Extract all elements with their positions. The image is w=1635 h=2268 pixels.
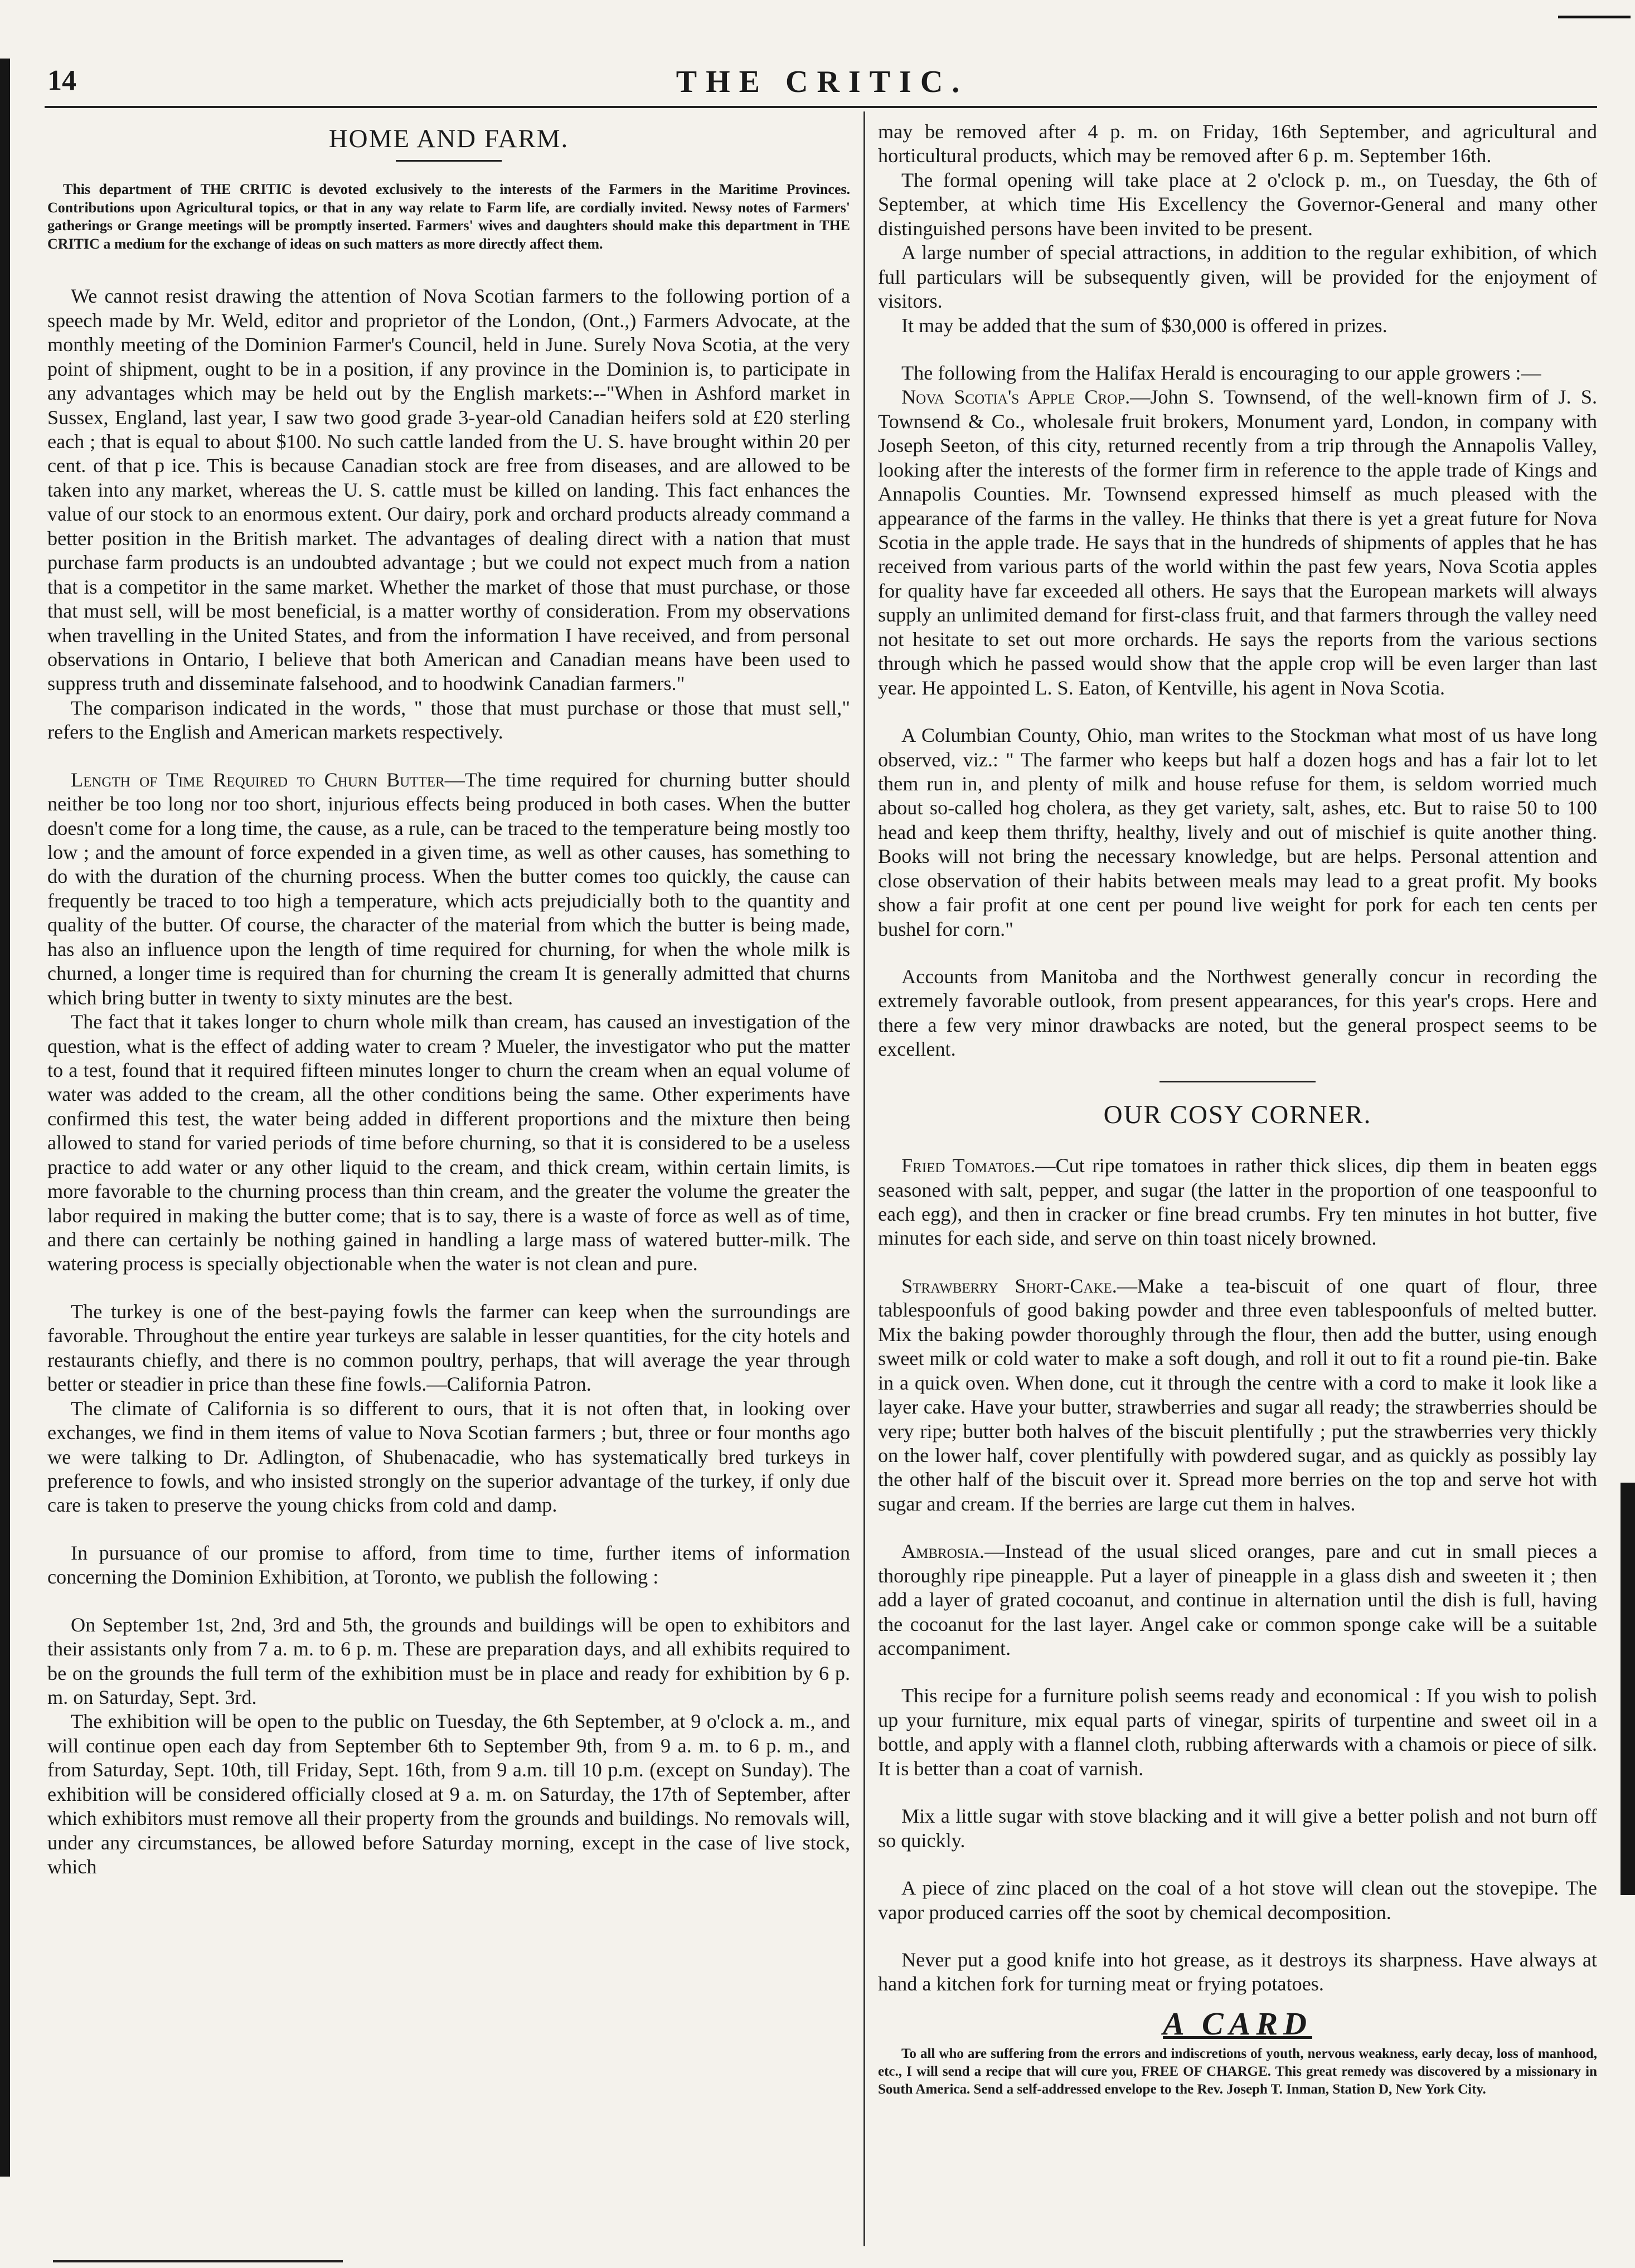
left-column xyxy=(47,120,850,1880)
article-paragraph: On September 1st, 2nd, 3rd and 5th, the grounds and buildings will be open to exhibitors and their assistants only from 7 a. m. to 6 p. m. These are preparation days, and all exhibits required to be on the grounds the full term of the exhibition must be in place and ready for exhibition by 6 p. m. on Saturday, Sept. 3rd. xyxy=(47,1613,850,1709)
page-edge-shadow-right xyxy=(1621,1483,1635,1895)
department-note: This department of THE CRITIC is devoted exclusively to the interests of the Farmers in the Maritime Provinces. Contributions upon Agricultural topics, or that in any way relate to Farm life, are cordially invited. Newsy notes of Farmers' gatherings or Grange meetings will be promptly inserted. Farmers' wives and daughters should make this department in THE CRITIC a medium for the exchange of ideas on such matters as more directly affect them. xyxy=(47,181,850,252)
article-paragraph: A Columbian County, Ohio, man writes to the Stockman what most of us have long observed, viz.: " The farmer who keeps but half a dozen hogs and has a fair lot to let them run in, and plenty of milk and house refuse for them, is seldom worried much about so-called hog cholera, as they get variety, salt, ashes, etc. But to raise 50 to 100 head and keep them thrifty, healthy, lively and out of mischief is quite another thing. Books will not bring the necessary knowledge, but are helps. Personal attention and close observation of their habits between meals may lead to a great profit. My books show a fair profit at one cent per pound live weight for pork for each ten cents per bushel for corn." xyxy=(878,724,1597,940)
page-number: 14 xyxy=(47,65,76,96)
article-paragraph: The climate of California is so different to ours, that it is not often that, in looking over exchanges, we find in them items of value to Nova Scotian farmers ; but, three or four months ago we were talking to Dr. Adlington, of Shubenacadie, who has systematically bred turkeys in preference to fowls, and who insisted strongly on the superior advantage of the turkey, if only due care is taken to preserve the young chicks from cold and damp. xyxy=(47,1397,850,1517)
article-paragraph: In pursuance of our promise to afford, from time to time, further items of information concerning the Dominion Exhibition, at Toronto, we publish the following : xyxy=(47,1541,850,1589)
recipe-body: —Cut ripe tomatoes in rather thick slices, dip them in beaten eggs seasoned with salt, pepper, and sugar (the latter in the proportion of one teaspoonful to each egg), and then in cracker or fine bread crumbs. Fry ten minutes in hot butter, five minutes for each side, and serve on thin toast nicely browned. xyxy=(878,1154,1597,1250)
recipe-paragraph xyxy=(878,1539,1597,1660)
recipe-body: —Make a tea-biscuit of one quart of flour, three tablespoonfuls of good baking powder and three even tablespoonfuls of melted butter. Mix the baking powder thoroughly through the flour, then add the butter, using enough sweet milk or cold water to make a soft dough, and roll it out to fit a round pie-tin. Bake in a quick oven. When done, cut it through the centre with a cord to make it look like a layer cake. Have your butter, strawberries and sugar all ready; the strawberries should be very ripe; butter both halves of the biscuit plentifully ; put the strawberries very thickly on the lower half, cover plentifully with powdered sugar, and as quickly as possibly lay the other half of the biscuit over it. Spread more berries on the top and serve hot with sugar and cream. If the berries are large cut them in halves. xyxy=(878,1274,1598,1515)
recipe-paragraph xyxy=(878,1154,1597,1251)
header-rule xyxy=(45,106,1597,108)
article-paragraph: The fact that it takes longer to churn whole milk than cream, has caused an investigation of the question, what is the effect of adding water to cream ? Mueler, the investigator who put the matter to a test, found that it required fifteen minutes longer to churn the cream when an equal volume of water was added to the cream, all the other conditions being the same. Other experiments have confirmed this test, the water being added in different proportions and the mixture then being allowed to stand for varied periods of time before churning, so that it is considered to be a useless practice to add water or any other liquid to the cream, and thick cream, within certain limits, is more favorable to the churning process than thin cream, and the greater the volume the greater the labor required in making the butter come; that is to say, there is a waste of force as well as of time, and there can certainly be nothing gained in handling a large mass of watered butter-milk. The watering process is specially objectionable when the water is not clean and pure. xyxy=(47,1011,850,1275)
advertisement-text: To all who are suffering from the errors and indiscretions of youth, nervous weakness, early decay, loss of manhood, etc., I will send a recipe that will cure you, FREE OF CHARGE. This great remedy was discovered by a missionary in South America. Send a self-addressed envelope to the Rev. Joseph T. Inman, Station D, New York City. xyxy=(878,2046,1597,2097)
article-run-in-title: Length of Time Required to Churn Butter xyxy=(71,768,445,791)
page-edge-shadow-left xyxy=(0,59,10,2177)
tip-paragraph: Mix a little sugar with stove blacking and it will give a better polish and not burn off so quickly. xyxy=(878,1805,1597,1852)
article-paragraph: may be removed after 4 p. m. on Friday, 16th September, and agricultural and horticultural products, which may be removed after 6 p. m. September 16th. xyxy=(878,120,1597,167)
footer-rule xyxy=(53,2260,343,2262)
article-paragraph: The turkey is one of the best-paying fowls the farmer can keep when the surroundings are favorable. Throughout the entire year turkeys are salable in lesser quantities, for the city hotels and restaurants chiefly, and there is no common poultry, perhaps, that will average the year through better or steadier in price than these fine fowls.—California Patron. xyxy=(47,1300,850,1396)
article-paragraph: We cannot resist drawing the attention of Nova Scotian farmers to the following portion of a speech made by Mr. Weld, editor and proprietor of the London, (Ont.,) Farmers Advocate, at the monthly meeting of the Dominion Farmer's Council, held in June. Surely Nova Scotia, at the very point of shipment, ought to be in a position, if any province in the Dominion is, to participate in any advantages which may be held out by the English markets:--"When in Ashford market in Sussex, England, last year, I saw two good grade 3-year-old Canadian heifers sold at £20 sterling each ; that is equal to about $100. No such cattle landed from the U. S. have brought within 20 per cent. of that p ice. This is because Canadian stock are free from diseases, and are allowed to be taken into any market, whereas the U. S. cattle must be killed on landing. This fact enhances the value of our stock to an enormous extent. Our dairy, pork and orchard products already command a better position in the British market. The advantages of dealing direct with a nation that must purchase farm products is an undoubted advantage ; but we could not expect much from a nation that is a competitor in the same market. Whether the market of those that must purchase, or those that must sell, will be most beneficial, is a matter worthy of consideration. From my observations when travelling in the United States, and from the information I have received, and from personal observations in Ontario, I believe that both American and Canadian means have been used to suppress truth and disseminate falsehood, and to hoodwink Canadian farmers." xyxy=(47,285,850,695)
section-rule xyxy=(1159,1081,1316,1082)
article-run-in-title: Nova Scotia's Apple Crop. xyxy=(901,386,1131,409)
recipe-paragraph xyxy=(878,1274,1597,1516)
masthead: THE CRITIC. xyxy=(676,65,969,99)
article-paragraph: A large number of special attractions, in addition to the regular exhibition, of which full particulars will be subsequently given, will be provided for the enjoyment of visitors. xyxy=(878,241,1597,313)
recipe-title: Fried Tomatoes. xyxy=(901,1154,1036,1177)
recipe-title: Ambrosia. xyxy=(901,1540,985,1563)
article-paragraph: The comparison indicated in the words, " those that must purchase or those that must sell," refers to the English and American markets respectively. xyxy=(47,696,850,744)
article-paragraph: The formal opening will take place at 2 o'clock p. m., on Tuesday, the 6th of September, at which time His Excellency the Governor-General and many other distinguished persons have been invited to be present. xyxy=(878,168,1597,240)
article-paragraph: Accounts from Manitoba and the Northwest generally concur in recording the extremely favorable outlook, from present appearances, for this year's crops. Here and there a few very minor drawbacks are noted, but the general prospect seems to be excellent. xyxy=(878,965,1597,1061)
article-paragraph: The following from the Halifax Herald is encouraging to our apple growers :— xyxy=(901,361,1541,384)
advertisement-title: A CARD xyxy=(1163,2005,1312,2042)
article-paragraph: The exhibition will be open to the public on Tuesday, the 6th September, at 9 o'clock a. m., and will continue open each day from September 6th to September 9th, from 9 a. m. to 6 p. m., and from Saturday, Sept. 10th, till Friday, Sept. 16th, from 9 a.m. till 10 p.m. (except on Sunday). The exhibition will be considered officially closed at 9 a. m. on Saturday, the 17th of September, after which exhibitors must remove all their property from the grounds and buildings. No removals will, under any circumstances, be allowed before Saturday morning, except in the case of live stock, which xyxy=(47,1710,850,1878)
column-divider xyxy=(863,111,865,2246)
article-body: —John S. Townsend, of the well-known firm of J. S. Townsend & Co., wholesale fruit brokers, Monument yard, London, in company with Joseph Seeton, of this city, returned recently from a trip through the Annapolis Valley, looking after the interests of the former firm in reference to the apple trade of Kings and Annapolis Counties. Mr. Townsend expressed himself as much pleased with the appearance of the farms in the valley. He thinks that there is yet a great future for Nova Scotia in the apple trade. He says that in the hundreds of shipments of apples that he has received from various parts of the world within the past few years, Nova Scotia apples for quality have far exceeded all others. He says that the European markets will always supply an unlimited demand for first-class fruit, and that farmers through the valley need not hesitate to set out more orchards. He says the reports from the various sections through which he passed would show that the apple crop will be even larger than last year. He appointed L. S. Eaton, of Kentville, his agent in Nova Scotia. xyxy=(878,386,1597,699)
heading-rule xyxy=(396,160,502,162)
article-paragraph xyxy=(878,385,1597,700)
section-heading-cosy-corner: OUR COSY CORNER. xyxy=(1103,1100,1372,1129)
article-body: —The time required for churning butter should neither be too long nor too short, injurious effects being produced in both cases. When the butter doesn't come for a long time, the cause, as a rule, can be traced to the temperature being mostly too low ; and the amount of force expended in a given time, as well as other causes, has something to do with the duration of the churning process. When the butter comes too quickly, the cause can frequently be traced to too high a temperature, which acts prejudicially both to the quantity and quality of the butter. Of course, the character of the material from which the butter is being made, has also an influence upon the length of time required for churning, for when the whole milk is churned, a longer time is required than for churning the cream It is generally admitted that churns which bring butter in twenty to sixty minutes are the best. xyxy=(47,768,850,1009)
page-header xyxy=(47,64,1597,109)
section-heading-home-and-farm: HOME AND FARM. xyxy=(328,124,569,153)
tip-paragraph: A piece of zinc placed on the coal of a hot stove will clean out the stovepipe. The vapor produced carries off the soot by chemical decomposition. xyxy=(878,1877,1597,1924)
recipe-title: Strawberry Short-Cake. xyxy=(901,1274,1117,1297)
corner-mark xyxy=(1558,0,1631,18)
article-paragraph xyxy=(47,768,850,1010)
recipe-body: —Instead of the usual sliced oranges, pare and cut in small pieces a thoroughly ripe pineapple. Put a layer of pineapple in a glass dish and sweeten it ; then add a layer of grated cocoanut, and continue in alternation until the dish is full, having the cocoanut for the last layer. Angel cake or common sponge cake will be a suitable accompaniment. xyxy=(878,1540,1597,1660)
article-paragraph: It may be added that the sum of $30,000 is offered in prizes. xyxy=(901,314,1387,337)
tip-paragraph: Never put a good knife into hot grease, as it destroys its sharpness. Have always at hand a kitchen fork for turning meat or frying potatoes. xyxy=(878,1948,1597,1995)
right-column xyxy=(878,120,1597,2099)
tip-paragraph: This recipe for a furniture polish seems ready and economical : If you wish to polish up your furniture, mix equal parts of vinegar, spirits of turpentine and sweet oil in a bottle, and apply with a flannel cloth, rubbing afterwards with a chamois or piece of silk. It is better than a coat of varnish. xyxy=(878,1684,1597,1780)
